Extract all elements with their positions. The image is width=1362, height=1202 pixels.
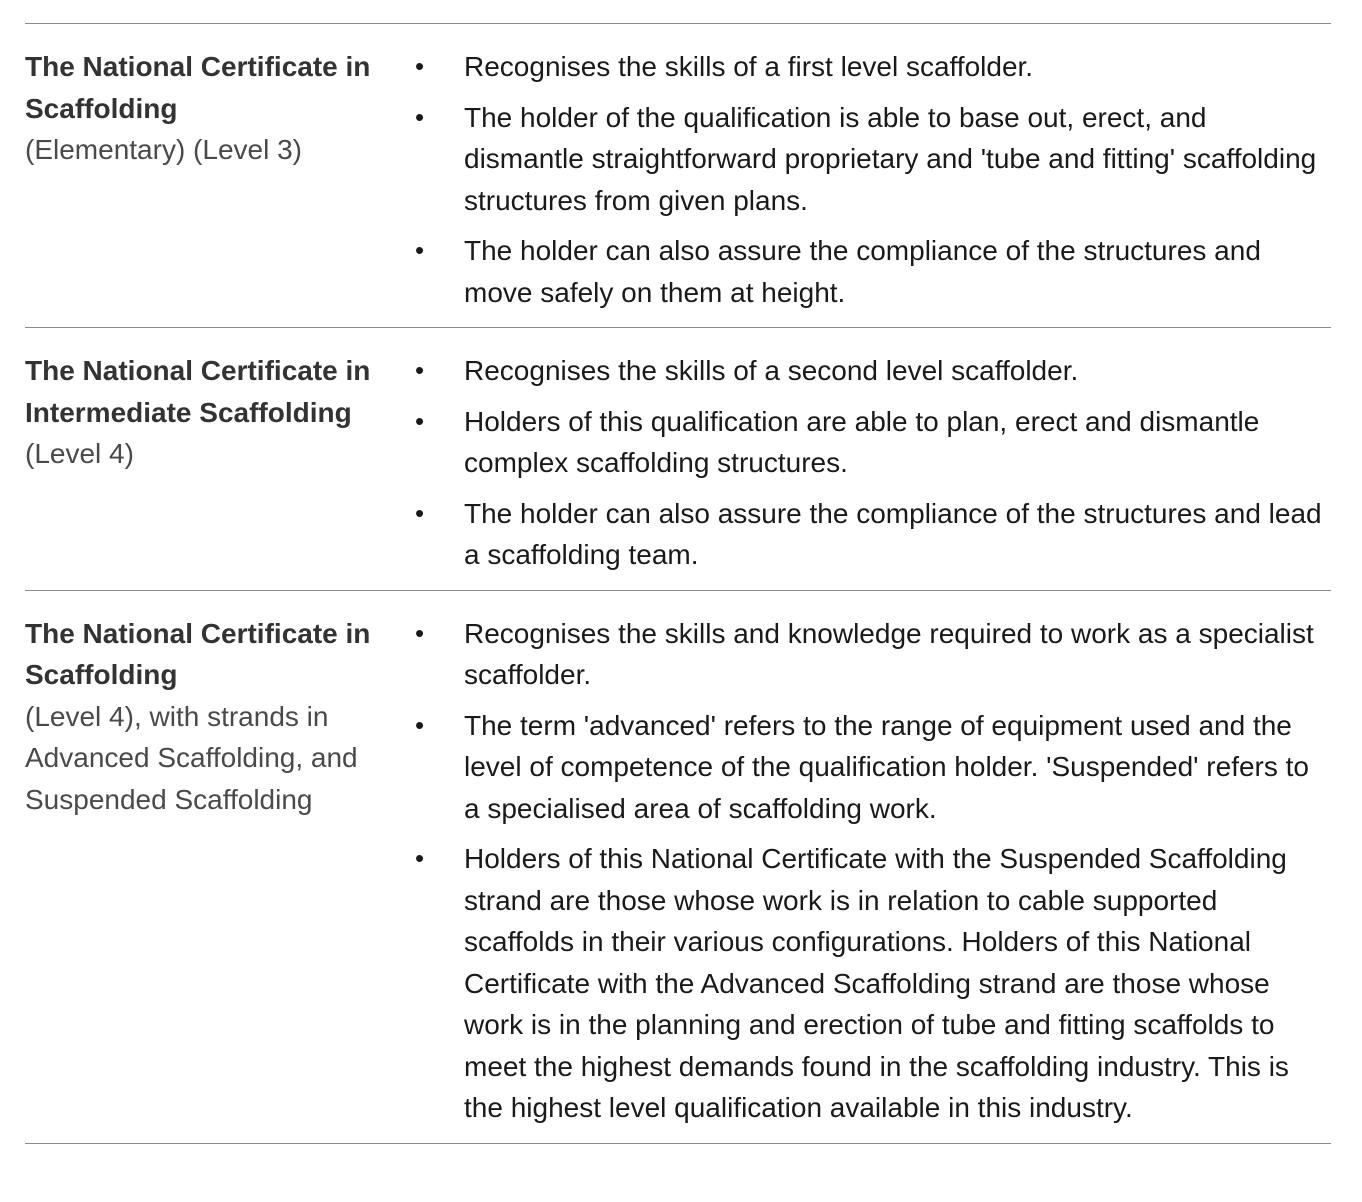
table-row	[25, 328, 1331, 591]
qualification-name	[25, 328, 409, 591]
list-item-text: Recognises the skills of a second level scaffolder.	[464, 355, 1079, 386]
list-item-text: Holders of this National Certificate with the Suspended Scaffolding strand are those whose work is in relation to cable supported scaffolds in their various configurations. Holders of this National Certificate with the Advanced Scaffolding strand are those whose work is in the planning and erection of tube and fitting scaffolds to meet the highest demands found in the scaffolding industry. This is the highest level qualification available in this industry.	[464, 843, 1289, 1123]
qualification-description	[409, 590, 1331, 1143]
list-item-text: The term 'advanced' refers to the range of equipment used and the level of competence of the qualification holder. 'Suspended' refers to a specialised area of scaffolding work.	[464, 709, 1310, 824]
bullet-icon: •	[415, 709, 425, 740]
qualification-title: The National Certificate in Intermediate Scaffolding	[25, 355, 371, 428]
list-item	[409, 350, 1331, 392]
bullet-icon: •	[415, 405, 425, 436]
bullet-icon: •	[415, 497, 425, 528]
bullet-icon: •	[415, 843, 425, 873]
list-item-text: The holder can also assure the compliance of the structures and lead a scaffolding team.	[464, 497, 1322, 570]
list-item-text: Holders of this qualification are able to plan, erect and dismantle complex scaffolding structures.	[464, 405, 1260, 478]
qualification-description	[409, 24, 1331, 328]
bullet-icon: •	[415, 617, 425, 648]
bullet-list	[409, 350, 1331, 576]
bullet-icon: •	[415, 235, 425, 265]
list-item-text: The holder can also assure the compliance of the structures and move safely on them at height.	[464, 235, 1261, 308]
bullet-list	[409, 46, 1331, 313]
qualification-description	[409, 328, 1331, 591]
qualification-name	[25, 24, 409, 328]
list-item	[409, 613, 1331, 696]
bullet-list	[409, 613, 1331, 1129]
qualification-name	[25, 590, 409, 1143]
qualification-level: (Level 4), with strands in Advanced Scaffolding, and Suspended Scaffolding	[25, 700, 358, 815]
list-item	[409, 705, 1331, 830]
qualifications-table	[25, 23, 1331, 1144]
qualification-title: The National Certificate in Scaffolding	[25, 51, 371, 124]
qualification-level: (Elementary) (Level 3)	[25, 134, 302, 165]
list-item	[409, 97, 1331, 222]
list-item-text: Recognises the skills and knowledge required to work as a specialist scaffolder.	[464, 617, 1314, 690]
bullet-icon: •	[415, 51, 425, 81]
list-item	[409, 230, 1331, 313]
list-item	[409, 493, 1331, 576]
list-item	[409, 46, 1331, 88]
bullet-icon: •	[415, 101, 425, 132]
list-item	[409, 838, 1331, 1129]
bullet-icon: •	[415, 355, 425, 385]
list-item-text: Recognises the skills of a first level scaffolder.	[464, 51, 1034, 82]
qualification-title: The National Certificate in Scaffolding	[25, 617, 371, 690]
list-item-text: The holder of the qualification is able to base out, erect, and dismantle straightforward proprietary and 'tube and fitting' scaffolding structures from given plans.	[464, 101, 1317, 216]
table-row	[25, 24, 1331, 328]
qualification-level: (Level 4)	[25, 438, 134, 469]
list-item	[409, 401, 1331, 484]
table-row	[25, 590, 1331, 1143]
